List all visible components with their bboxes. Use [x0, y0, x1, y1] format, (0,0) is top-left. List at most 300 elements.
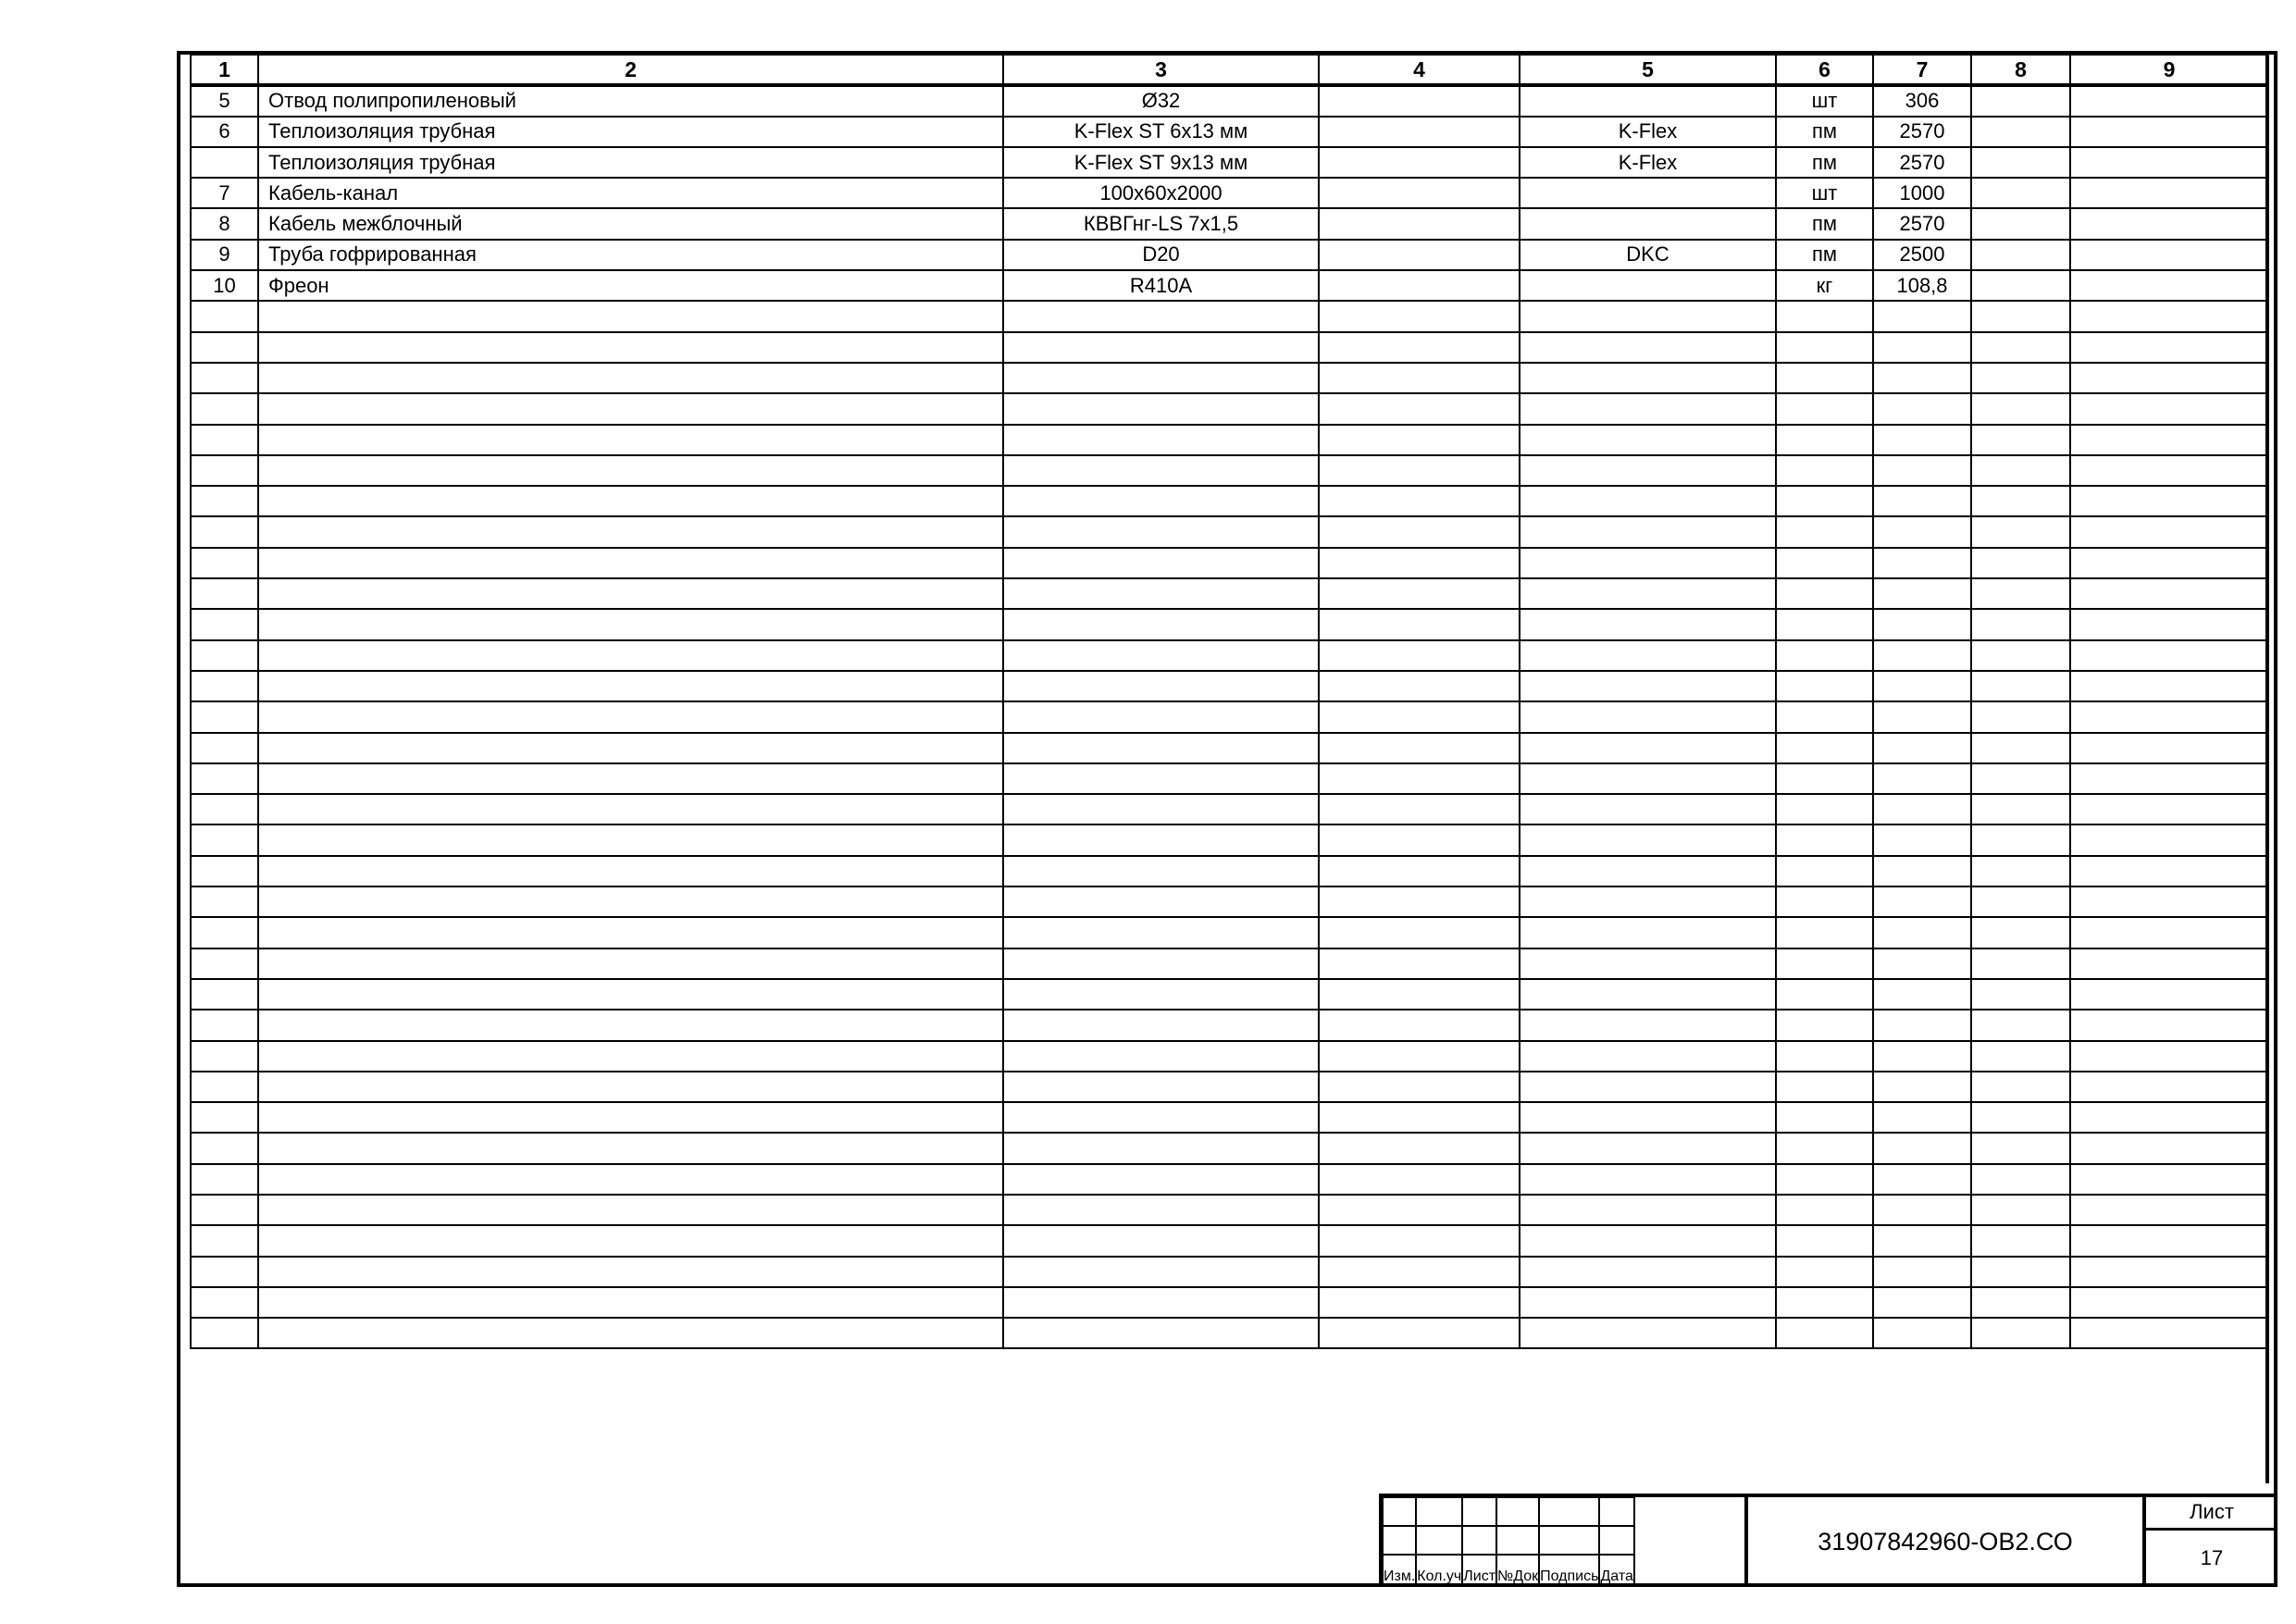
empty-cell	[1776, 1195, 1873, 1225]
empty-cell	[1319, 578, 1520, 609]
cell-pos: 6	[191, 117, 258, 147]
empty-cell	[191, 1195, 258, 1225]
empty-cell	[1873, 794, 1971, 824]
empty-cell	[1971, 548, 2070, 578]
cell-unit: пм	[1776, 208, 1873, 239]
empty-cell	[1776, 393, 1873, 424]
empty-cell	[191, 763, 258, 794]
empty-row	[191, 548, 2268, 578]
empty-cell	[1873, 701, 1971, 732]
empty-cell	[1520, 425, 1776, 455]
revision-cell	[1462, 1497, 1496, 1526]
document-code: 31907842960-ОВ2.СО	[1744, 1496, 2142, 1587]
cell-maker	[1520, 270, 1776, 301]
empty-cell	[1319, 640, 1520, 671]
empty-cell	[1520, 1164, 1776, 1195]
table-row	[191, 117, 2268, 147]
empty-cell	[258, 1010, 1003, 1040]
empty-cell	[1776, 948, 1873, 979]
empty-row	[191, 1287, 2268, 1318]
empty-cell	[2070, 425, 2268, 455]
empty-cell	[2070, 640, 2268, 671]
empty-cell	[1873, 1318, 1971, 1348]
empty-cell	[258, 979, 1003, 1010]
empty-cell	[258, 609, 1003, 639]
empty-cell	[1520, 1010, 1776, 1040]
empty-cell	[1520, 1195, 1776, 1225]
empty-cell	[258, 1225, 1003, 1256]
empty-cell	[258, 516, 1003, 547]
empty-cell	[1873, 1287, 1971, 1318]
empty-cell	[1003, 1257, 1319, 1287]
empty-cell	[1319, 425, 1520, 455]
empty-cell	[1971, 1041, 2070, 1072]
empty-cell	[1520, 363, 1776, 393]
empty-cell	[191, 1133, 258, 1163]
empty-cell	[1520, 578, 1776, 609]
empty-cell	[258, 640, 1003, 671]
empty-cell	[1776, 917, 1873, 948]
empty-cell	[2070, 609, 2268, 639]
revision-cell	[1416, 1497, 1462, 1526]
empty-cell	[1873, 1102, 1971, 1133]
cell-type: Ø32	[1003, 85, 1319, 116]
empty-cell	[191, 609, 258, 639]
empty-cell	[1971, 979, 2070, 1010]
empty-cell	[1003, 1225, 1319, 1256]
empty-row	[191, 1225, 2268, 1256]
empty-cell	[258, 763, 1003, 794]
empty-cell	[1971, 301, 2070, 331]
empty-cell	[1776, 548, 1873, 578]
empty-cell	[191, 1257, 258, 1287]
col-header: 4	[1319, 55, 1520, 85]
empty-cell	[1319, 1164, 1520, 1195]
empty-cell	[1520, 609, 1776, 639]
cell-mass	[1971, 147, 2070, 178]
empty-cell	[1319, 794, 1520, 824]
empty-row	[191, 393, 2268, 424]
col-header: 2	[258, 55, 1003, 85]
empty-cell	[191, 671, 258, 701]
empty-cell	[2070, 578, 2268, 609]
empty-row	[191, 1102, 2268, 1133]
empty-cell	[258, 332, 1003, 363]
empty-cell	[1003, 1102, 1319, 1133]
empty-row	[191, 671, 2268, 701]
empty-row	[191, 979, 2268, 1010]
empty-cell	[2070, 948, 2268, 979]
empty-cell	[1873, 1257, 1971, 1287]
empty-row	[191, 886, 2268, 917]
empty-cell	[1873, 425, 1971, 455]
col-header: 6	[1776, 55, 1873, 85]
empty-cell	[1520, 455, 1776, 486]
empty-cell	[1319, 609, 1520, 639]
empty-row	[191, 794, 2268, 824]
empty-cell	[258, 1072, 1003, 1102]
revision-cell	[1416, 1526, 1462, 1555]
empty-cell	[191, 1072, 258, 1102]
cell-maker: K-Flex	[1520, 117, 1776, 147]
empty-cell	[191, 425, 258, 455]
cell-type: 100x60x2000	[1003, 178, 1319, 208]
empty-row	[191, 455, 2268, 486]
empty-cell	[1873, 301, 1971, 331]
empty-cell	[1873, 886, 1971, 917]
empty-cell	[1971, 948, 2070, 979]
empty-cell	[1873, 1072, 1971, 1102]
empty-cell	[1776, 1257, 1873, 1287]
table-row	[191, 85, 2268, 116]
empty-cell	[1873, 948, 1971, 979]
empty-cell	[1873, 671, 1971, 701]
empty-cell	[1003, 332, 1319, 363]
empty-cell	[1776, 455, 1873, 486]
empty-cell	[191, 486, 258, 516]
empty-cell	[1520, 856, 1776, 886]
empty-cell	[1873, 393, 1971, 424]
empty-row	[191, 1195, 2268, 1225]
empty-cell	[1003, 1318, 1319, 1348]
cell-qty: 2570	[1873, 147, 1971, 178]
cell-maker	[1520, 178, 1776, 208]
empty-cell	[1873, 455, 1971, 486]
empty-cell	[258, 301, 1003, 331]
empty-cell	[1776, 1164, 1873, 1195]
empty-cell	[1319, 671, 1520, 701]
empty-cell	[1776, 1318, 1873, 1348]
empty-cell	[1971, 1072, 2070, 1102]
empty-cell	[1319, 1195, 1520, 1225]
empty-cell	[1003, 609, 1319, 639]
cell-pos: 9	[191, 240, 258, 270]
revision-cell	[1462, 1526, 1496, 1555]
empty-cell	[191, 301, 258, 331]
cell-code	[1319, 240, 1520, 270]
cell-unit: пм	[1776, 240, 1873, 270]
cell-qty: 108,8	[1873, 270, 1971, 301]
empty-cell	[1971, 363, 2070, 393]
empty-row	[191, 332, 2268, 363]
cell-pos: 10	[191, 270, 258, 301]
empty-cell	[1873, 733, 1971, 763]
empty-cell	[1003, 763, 1319, 794]
revision-cell	[1539, 1497, 1599, 1526]
empty-cell	[1971, 486, 2070, 516]
empty-cell	[191, 640, 258, 671]
revision-cell	[1599, 1497, 1633, 1526]
empty-row	[191, 1164, 2268, 1195]
empty-cell	[1003, 917, 1319, 948]
cell-maker	[1520, 85, 1776, 116]
empty-cell	[191, 824, 258, 855]
cell-type: K-Flex ST 6x13 мм	[1003, 117, 1319, 147]
empty-cell	[1319, 979, 1520, 1010]
empty-cell	[1776, 1225, 1873, 1256]
empty-cell	[2070, 671, 2268, 701]
empty-row	[191, 948, 2268, 979]
empty-cell	[191, 701, 258, 732]
empty-cell	[1971, 425, 2070, 455]
cell-note	[2070, 240, 2268, 270]
column-number-row	[191, 55, 2268, 85]
empty-cell	[1319, 363, 1520, 393]
cell-type: D20	[1003, 240, 1319, 270]
empty-row	[191, 1318, 2268, 1348]
empty-cell	[258, 548, 1003, 578]
empty-cell	[1873, 548, 1971, 578]
empty-cell	[1319, 948, 1520, 979]
empty-cell	[1520, 332, 1776, 363]
empty-cell	[1776, 1041, 1873, 1072]
empty-cell	[1971, 886, 2070, 917]
empty-cell	[1873, 486, 1971, 516]
empty-row	[191, 1072, 2268, 1102]
empty-row	[191, 763, 2268, 794]
cell-name: Теплоизоляция трубная	[258, 147, 1003, 178]
empty-cell	[258, 363, 1003, 393]
empty-cell	[2070, 1164, 2268, 1195]
label-ndok: №Док	[1496, 1555, 1539, 1586]
empty-row	[191, 425, 2268, 455]
cell-note	[2070, 270, 2268, 301]
cell-note	[2070, 208, 2268, 239]
empty-cell	[1003, 486, 1319, 516]
empty-cell	[191, 516, 258, 547]
empty-cell	[1520, 1257, 1776, 1287]
empty-cell	[1776, 486, 1873, 516]
empty-cell	[1971, 1257, 2070, 1287]
empty-cell	[191, 363, 258, 393]
empty-cell	[2070, 1318, 2268, 1348]
cell-note	[2070, 117, 2268, 147]
empty-cell	[1003, 1133, 1319, 1163]
cell-unit: кг	[1776, 270, 1873, 301]
col-header: 3	[1003, 55, 1319, 85]
empty-cell	[1520, 824, 1776, 855]
empty-cell	[1520, 548, 1776, 578]
cell-pos: 5	[191, 85, 258, 116]
cell-unit: пм	[1776, 147, 1873, 178]
empty-cell	[1319, 1041, 1520, 1072]
empty-cell	[191, 1102, 258, 1133]
cell-unit: пм	[1776, 117, 1873, 147]
empty-cell	[1319, 516, 1520, 547]
empty-cell	[2070, 1041, 2268, 1072]
cell-name: Фреон	[258, 270, 1003, 301]
empty-cell	[1873, 1041, 1971, 1072]
empty-cell	[1873, 1010, 1971, 1040]
empty-cell	[1003, 1195, 1319, 1225]
empty-cell	[2070, 1195, 2268, 1225]
empty-cell	[1319, 1010, 1520, 1040]
cell-mass	[1971, 85, 2070, 116]
empty-cell	[2070, 1010, 2268, 1040]
empty-cell	[1776, 794, 1873, 824]
cell-maker: DKC	[1520, 240, 1776, 270]
empty-cell	[258, 701, 1003, 732]
specification-body	[191, 85, 2268, 1348]
empty-cell	[1520, 733, 1776, 763]
empty-cell	[1873, 917, 1971, 948]
empty-cell	[191, 917, 258, 948]
sheet-box	[2142, 1496, 2277, 1587]
empty-cell	[1520, 979, 1776, 1010]
specification-table	[190, 54, 2269, 1349]
empty-cell	[1003, 1164, 1319, 1195]
empty-cell	[1319, 701, 1520, 732]
empty-row	[191, 516, 2268, 547]
empty-cell	[1520, 301, 1776, 331]
empty-cell	[1873, 824, 1971, 855]
empty-cell	[1319, 1318, 1520, 1348]
empty-row	[191, 824, 2268, 855]
empty-cell	[1319, 486, 1520, 516]
empty-cell	[258, 1133, 1003, 1163]
empty-cell	[258, 1102, 1003, 1133]
empty-cell	[1776, 979, 1873, 1010]
empty-cell	[1003, 1041, 1319, 1072]
empty-cell	[1776, 578, 1873, 609]
cell-code	[1319, 147, 1520, 178]
empty-cell	[2070, 1133, 2268, 1163]
empty-cell	[191, 948, 258, 979]
empty-cell	[1319, 856, 1520, 886]
empty-cell	[1319, 1287, 1520, 1318]
table-row	[191, 270, 2268, 301]
empty-cell	[191, 979, 258, 1010]
cell-qty: 2570	[1873, 117, 1971, 147]
empty-cell	[1971, 1164, 2070, 1195]
empty-cell	[1776, 856, 1873, 886]
empty-row	[191, 1133, 2268, 1163]
label-kol-uch: Кол.уч	[1416, 1555, 1462, 1586]
cell-mass	[1971, 117, 2070, 147]
cell-code	[1319, 208, 1520, 239]
empty-cell	[1520, 1041, 1776, 1072]
empty-cell	[2070, 824, 2268, 855]
cell-qty: 306	[1873, 85, 1971, 116]
empty-cell	[1776, 1287, 1873, 1318]
empty-cell	[191, 1287, 258, 1318]
cell-name: Отвод полипропиленовый	[258, 85, 1003, 116]
empty-cell	[2070, 917, 2268, 948]
empty-cell	[191, 1010, 258, 1040]
empty-cell	[258, 1195, 1003, 1225]
empty-cell	[258, 733, 1003, 763]
empty-cell	[1971, 1102, 2070, 1133]
empty-cell	[1873, 640, 1971, 671]
empty-cell	[258, 1041, 1003, 1072]
table-row	[191, 240, 2268, 270]
empty-cell	[1319, 1102, 1520, 1133]
cell-pos: 8	[191, 208, 258, 239]
empty-row	[191, 917, 2268, 948]
empty-cell	[1971, 1195, 2070, 1225]
empty-cell	[1873, 763, 1971, 794]
cell-mass	[1971, 270, 2070, 301]
empty-cell	[2070, 886, 2268, 917]
revision-cell	[1496, 1497, 1539, 1526]
empty-cell	[1520, 701, 1776, 732]
empty-cell	[1776, 332, 1873, 363]
empty-cell	[258, 824, 1003, 855]
revision-cell	[1383, 1526, 1416, 1555]
empty-cell	[1971, 1225, 2070, 1256]
empty-cell	[1971, 516, 2070, 547]
empty-cell	[1319, 1133, 1520, 1163]
cell-qty: 1000	[1873, 178, 1971, 208]
empty-cell	[1319, 1225, 1520, 1256]
cell-name: Теплоизоляция трубная	[258, 117, 1003, 147]
empty-cell	[1873, 516, 1971, 547]
empty-cell	[2070, 1072, 2268, 1102]
empty-cell	[1971, 640, 2070, 671]
empty-row	[191, 363, 2268, 393]
empty-cell	[1971, 917, 2070, 948]
empty-cell	[1776, 824, 1873, 855]
empty-cell	[191, 393, 258, 424]
empty-row	[191, 1010, 2268, 1040]
empty-cell	[258, 917, 1003, 948]
empty-cell	[1003, 979, 1319, 1010]
empty-cell	[191, 332, 258, 363]
cell-qty: 2570	[1873, 208, 1971, 239]
empty-cell	[1003, 363, 1319, 393]
empty-cell	[1003, 733, 1319, 763]
cell-name: Труба гофрированная	[258, 240, 1003, 270]
cell-name: Кабель-канал	[258, 178, 1003, 208]
empty-cell	[1873, 363, 1971, 393]
empty-cell	[1776, 886, 1873, 917]
empty-cell	[2070, 733, 2268, 763]
empty-cell	[1776, 671, 1873, 701]
empty-cell	[258, 794, 1003, 824]
empty-cell	[1776, 640, 1873, 671]
empty-cell	[1776, 425, 1873, 455]
empty-cell	[191, 1164, 258, 1195]
empty-cell	[258, 393, 1003, 424]
empty-cell	[1520, 763, 1776, 794]
cell-name: Кабель межблочный	[258, 208, 1003, 239]
sheet-label: Лист	[2146, 1496, 2277, 1531]
empty-cell	[1003, 1072, 1319, 1102]
empty-cell	[1971, 578, 2070, 609]
empty-cell	[191, 886, 258, 917]
empty-cell	[1520, 1072, 1776, 1102]
empty-cell	[1003, 824, 1319, 855]
col-header: 7	[1873, 55, 1971, 85]
cell-type: КВВГнг-LS 7x1,5	[1003, 208, 1319, 239]
empty-cell	[1520, 516, 1776, 547]
empty-cell	[1003, 701, 1319, 732]
empty-cell	[1971, 609, 2070, 639]
empty-row	[191, 609, 2268, 639]
empty-cell	[1873, 979, 1971, 1010]
empty-cell	[1520, 794, 1776, 824]
empty-cell	[1971, 733, 2070, 763]
empty-cell	[1873, 332, 1971, 363]
empty-row	[191, 301, 2268, 331]
empty-cell	[1319, 733, 1520, 763]
empty-row	[191, 856, 2268, 886]
empty-cell	[2070, 455, 2268, 486]
empty-cell	[1776, 1072, 1873, 1102]
empty-cell	[1971, 856, 2070, 886]
empty-row	[191, 640, 2268, 671]
empty-cell	[1319, 548, 1520, 578]
